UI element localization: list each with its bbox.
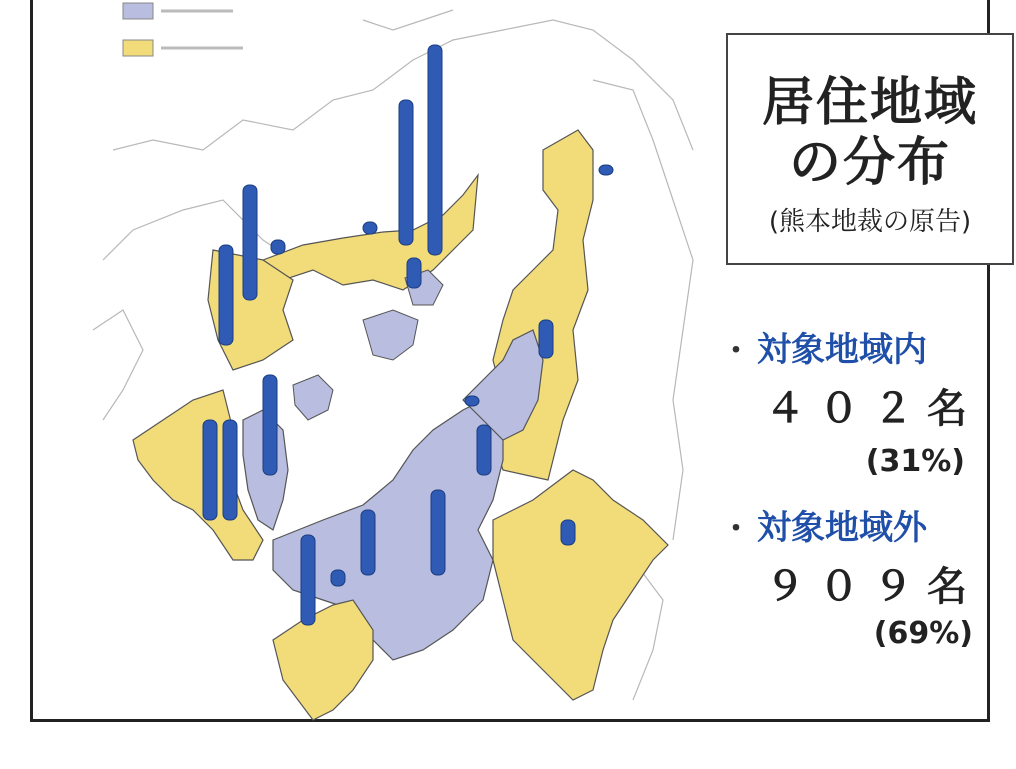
title-line-2: の分布 <box>788 133 951 193</box>
region-outside-southwest <box>133 390 263 560</box>
stat-outside-count: ９０９名 <box>765 564 981 610</box>
island-purple-2 <box>293 375 333 420</box>
bar-19 <box>465 396 479 406</box>
bar-6 <box>203 420 217 520</box>
bar-13 <box>407 258 421 288</box>
stat-inside <box>721 322 981 479</box>
bar-18 <box>599 165 613 175</box>
title-line-1: 居住地域 <box>761 73 978 133</box>
bar-7 <box>223 420 237 520</box>
bar-17 <box>363 222 377 234</box>
stat-inside-label: 対象地域内 <box>757 330 927 370</box>
bar-9 <box>301 535 315 625</box>
bar-14 <box>561 520 575 545</box>
region-outside-south <box>273 600 373 720</box>
bar-15 <box>331 570 345 586</box>
stat-outside-percent: (69%) <box>873 616 973 651</box>
bar-3 <box>243 185 257 300</box>
legend-swatch-outside <box>123 40 153 56</box>
bar-11 <box>477 425 491 475</box>
legend-swatch-inside <box>123 3 153 19</box>
bar-12 <box>539 320 553 358</box>
bar-16 <box>271 240 285 254</box>
stat-outside-label: 対象地域外 <box>757 508 927 548</box>
region-outside-east <box>493 470 668 700</box>
bar-8 <box>431 490 445 575</box>
stat-inside-percent: (31%) <box>865 444 965 479</box>
subtitle: (熊本地裁の原告) <box>768 207 972 237</box>
bullet-icon: ・ <box>721 334 751 369</box>
bar-2 <box>399 100 413 245</box>
bar-5 <box>263 375 277 475</box>
island-purple-1 <box>363 310 418 360</box>
bar-4 <box>219 245 233 345</box>
stat-inside-count: ４０２名 <box>765 386 981 432</box>
bar-1 <box>428 45 442 255</box>
bullet-icon: ・ <box>721 512 751 547</box>
stat-outside <box>721 500 981 651</box>
bar-10 <box>361 510 375 575</box>
title-box <box>726 33 1014 265</box>
slide-frame <box>30 0 990 722</box>
